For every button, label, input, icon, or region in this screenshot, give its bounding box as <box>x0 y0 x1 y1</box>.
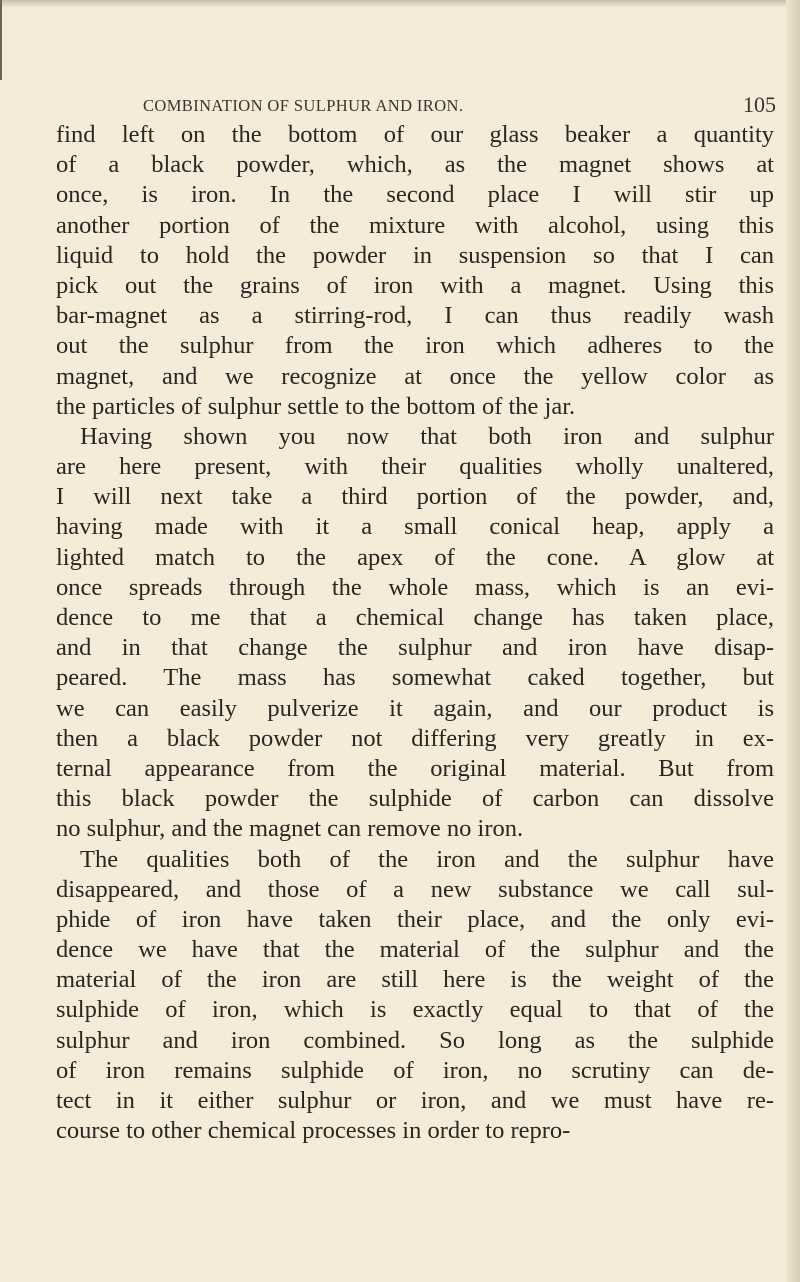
text-line: we can easily pulverize it again, and our product is <box>56 694 774 722</box>
body-text <box>56 120 774 1146</box>
page-top-edge <box>0 0 800 8</box>
text-line: material of the iron are still here is the weight of the <box>56 966 774 994</box>
text-line: tect in it either sulphur or iron, and we must have re- <box>56 1087 774 1114</box>
text-line: then a black powder not differing very greatly in ex- <box>56 724 774 752</box>
text-line: Having shown you now that both iron and sulphur <box>80 422 774 450</box>
paragraph-1 <box>56 120 774 422</box>
page-left-rule <box>0 0 2 80</box>
text-line: out the sulphur from the iron which adheres to the <box>56 332 774 360</box>
text-line: sulphide of iron, which is exactly equal to that of the <box>56 996 774 1024</box>
text-line: dence to me that a chemical change has taken place, <box>56 604 774 631</box>
text-line: having made with it a small conical heap, apply a <box>56 513 774 541</box>
text-line: bar-magnet as a stirring-rod, I can thus readily wash <box>56 302 774 330</box>
text-line: The qualities both of the iron and the sulphur have <box>80 845 774 873</box>
text-line: another portion of the mixture with alcohol, using this <box>56 211 774 239</box>
text-line: lighted match to the apex of the cone. A glow at <box>56 543 774 571</box>
text-line: of a black powder, which, as the magnet shows at <box>56 151 774 179</box>
text-line: of iron remains sulphide of iron, no scrutiny can de- <box>56 1056 774 1084</box>
text-line: dence we have that the material of the sulphur and the <box>56 936 774 964</box>
text-line: course to other chemical processes in order to repro- <box>56 1117 571 1145</box>
page-right-edge <box>786 0 800 1282</box>
text-line: sulphur and iron combined. So long as the sulphide <box>56 1026 774 1054</box>
text-line: and in that change the sulphur and iron have disap- <box>56 634 774 662</box>
text-line: once spreads through the whole mass, which is an evi- <box>56 573 774 601</box>
text-line: the particles of sulphur settle to the bottom of the jar. <box>56 392 576 420</box>
text-line: find left on the bottom of our glass beaker a quantity <box>56 121 774 148</box>
text-line: are here present, with their qualities wholly unaltered, <box>56 453 774 481</box>
page-number: 105 <box>743 92 776 117</box>
text-line: magnet, and we recognize at once the yellow color as <box>56 362 774 390</box>
paragraph-3 <box>56 845 774 1147</box>
text-line: pick out the grains of iron with a magnet. Using this <box>56 271 774 299</box>
text-line: I will next take a third portion of the powder, and, <box>56 483 774 511</box>
text-line: liquid to hold the powder in suspension so that I can <box>56 241 774 269</box>
paragraph-2 <box>56 422 774 845</box>
text-line: this black powder the sulphide of carbon can dissolve <box>56 785 774 813</box>
text-line: phide of iron have taken their place, and the only evi- <box>56 905 774 933</box>
text-line: no sulphur, and the magnet can remove no iron. <box>56 815 524 843</box>
text-line: disappeared, and those of a new substance we call sul- <box>56 875 774 903</box>
text-line: once, is iron. In the second place I will stir up <box>56 181 774 209</box>
text-line: peared. The mass has somewhat caked together, but <box>56 664 774 692</box>
text-line: ternal appearance from the original material. But from <box>56 754 774 782</box>
running-head: COMBINATION OF SULPHUR AND IRON. <box>143 96 464 115</box>
